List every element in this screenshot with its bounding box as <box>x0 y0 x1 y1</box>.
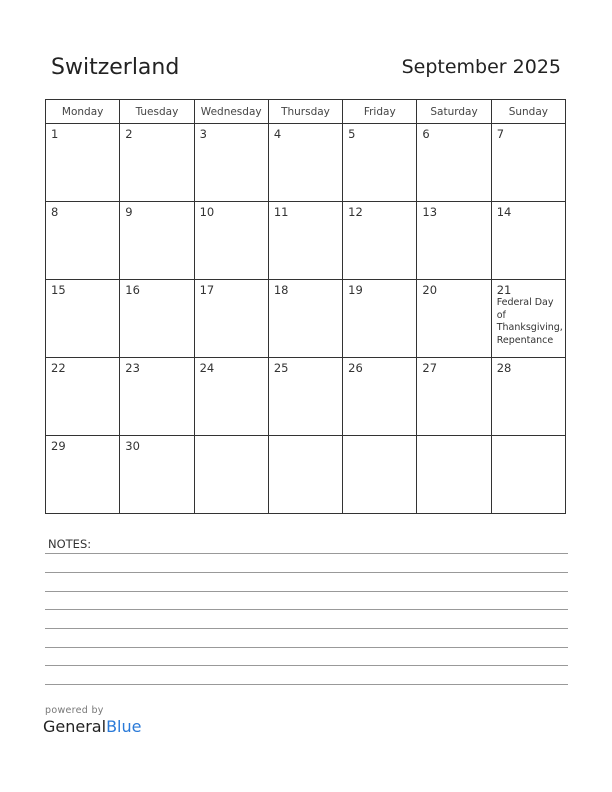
month-title: September 2025 <box>401 56 561 78</box>
day-cell <box>46 202 120 280</box>
day-number: 19 <box>348 283 363 297</box>
day-cell <box>343 358 417 436</box>
weekday-sunday: Sunday <box>491 100 565 124</box>
day-number: 29 <box>51 439 66 453</box>
weekday-monday: Monday <box>46 100 120 124</box>
day-cell <box>417 436 491 514</box>
day-number: 24 <box>199 361 215 375</box>
day-number: 7 <box>496 127 505 141</box>
day-cell <box>120 124 194 202</box>
day-number: 26 <box>348 361 363 375</box>
day-cell <box>194 358 268 436</box>
holiday-label: Federal Day of Thanksgiving, Repentance <box>496 297 563 346</box>
brand-blue: Blue <box>106 717 142 736</box>
day-number: 13 <box>422 205 438 219</box>
day-cell <box>268 436 342 514</box>
day-number: 15 <box>51 283 66 297</box>
day-number: 3 <box>199 127 207 141</box>
brand-general: General <box>43 717 107 736</box>
day-cell <box>268 280 342 358</box>
weekday-wednesday: Wednesday <box>194 100 268 124</box>
day-cell <box>194 124 268 202</box>
day-cell <box>491 280 565 358</box>
note-line <box>45 684 568 685</box>
note-line <box>45 665 568 666</box>
day-cell <box>491 358 565 436</box>
day-number: 25 <box>273 361 289 375</box>
day-cell <box>343 436 417 514</box>
day-cell <box>343 202 417 280</box>
note-line <box>45 647 568 648</box>
day-number: 11 <box>273 205 289 219</box>
powered-by-text: powered by <box>45 705 104 716</box>
note-line <box>45 572 568 573</box>
day-cell <box>46 124 120 202</box>
day-cell <box>194 280 268 358</box>
weekday-saturday: Saturday <box>417 100 491 124</box>
day-number: 1 <box>51 127 59 141</box>
day-cell <box>417 202 491 280</box>
day-cell <box>491 202 565 280</box>
day-cell <box>491 436 565 514</box>
week-row <box>46 436 566 514</box>
calendar-grid <box>45 99 566 514</box>
day-cell <box>343 280 417 358</box>
notes-label: NOTES: <box>48 537 92 551</box>
day-cell <box>120 436 194 514</box>
day-cell <box>120 280 194 358</box>
day-number: 21 <box>496 283 512 297</box>
day-cell <box>120 202 194 280</box>
day-cell <box>417 358 491 436</box>
note-line <box>45 628 568 629</box>
weekday-header-row <box>46 100 566 124</box>
day-cell <box>194 202 268 280</box>
note-line <box>45 609 568 610</box>
day-number: 23 <box>125 361 140 375</box>
day-number: 8 <box>51 205 59 219</box>
day-number: 22 <box>51 361 66 375</box>
day-number: 12 <box>348 205 363 219</box>
day-number: 5 <box>348 127 356 141</box>
weekday-tuesday: Tuesday <box>120 100 194 124</box>
week-row <box>46 358 566 436</box>
day-cell <box>268 202 342 280</box>
day-cell <box>268 358 342 436</box>
day-number: 18 <box>273 283 289 297</box>
day-cell <box>46 436 120 514</box>
day-cell <box>343 124 417 202</box>
day-number: 10 <box>199 205 215 219</box>
day-number: 6 <box>422 127 430 141</box>
week-row <box>46 280 566 358</box>
day-number: 9 <box>125 205 133 219</box>
day-cell <box>46 280 120 358</box>
weekday-thursday: Thursday <box>268 100 342 124</box>
day-number: 14 <box>496 205 512 219</box>
week-row <box>46 124 566 202</box>
day-number: 30 <box>125 439 140 453</box>
day-number: 2 <box>125 127 133 141</box>
brand-logo <box>43 717 141 736</box>
day-cell <box>491 124 565 202</box>
day-number: 17 <box>199 283 215 297</box>
day-number: 4 <box>273 127 282 141</box>
country-title: Switzerland <box>51 55 180 80</box>
week-row <box>46 202 566 280</box>
day-cell <box>417 124 491 202</box>
day-cell <box>268 124 342 202</box>
note-line <box>45 553 568 554</box>
day-cell <box>417 280 491 358</box>
day-number: 16 <box>125 283 140 297</box>
day-number: 28 <box>496 361 512 375</box>
day-number: 27 <box>422 361 438 375</box>
note-line <box>45 591 568 592</box>
day-number: 20 <box>422 283 438 297</box>
day-cell <box>120 358 194 436</box>
weekday-friday: Friday <box>343 100 417 124</box>
day-cell <box>194 436 268 514</box>
day-cell <box>46 358 120 436</box>
